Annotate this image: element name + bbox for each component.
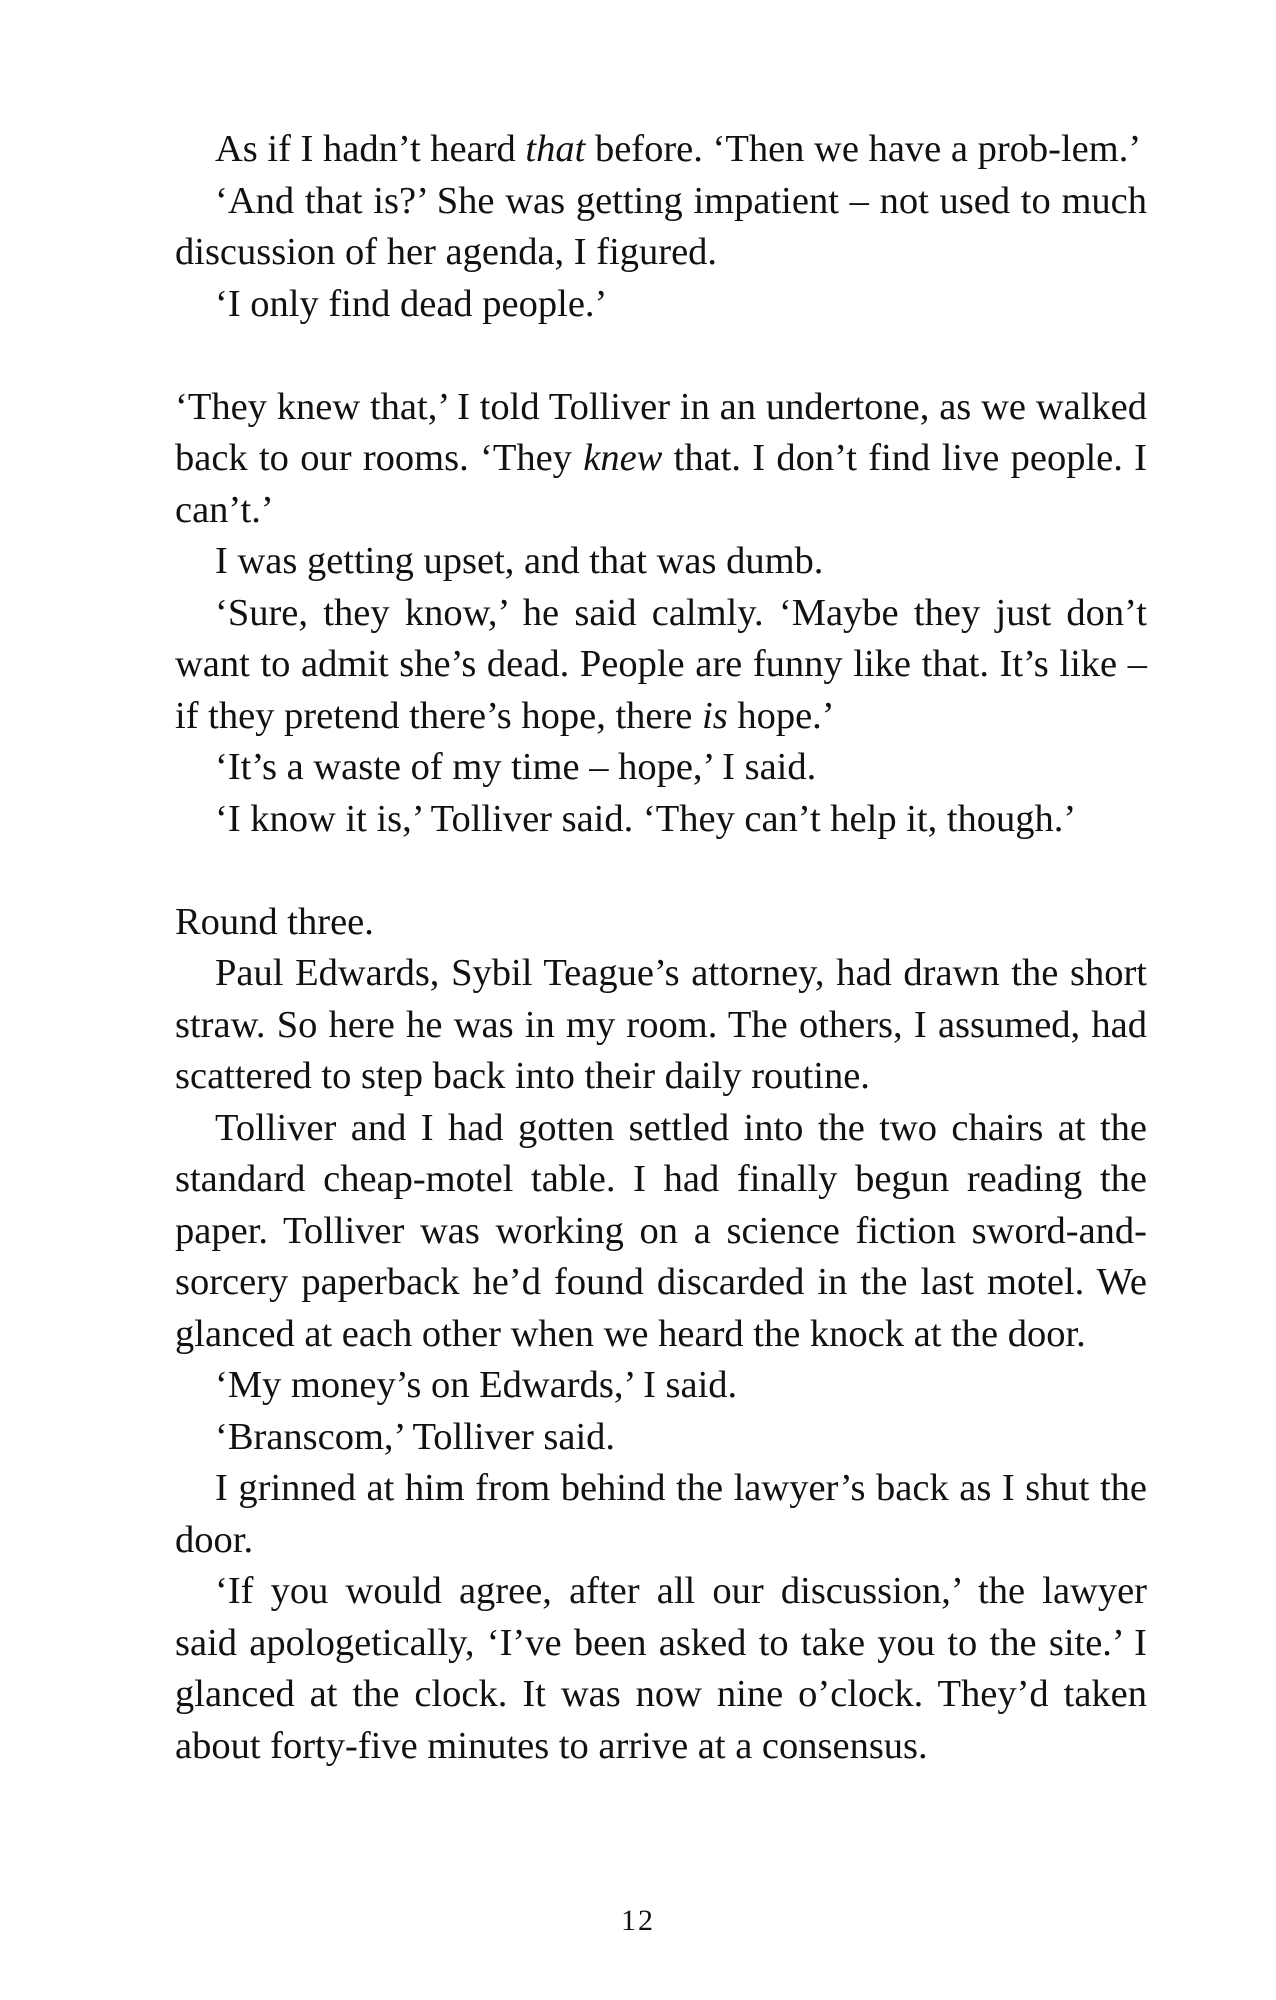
emphasis: is [702,694,728,737]
paragraph: ‘I only find dead people.’ [215,282,608,325]
page-body [175,124,1147,1772]
paragraph: ‘My money’s on Edwards,’ I said. [215,1364,738,1406]
paragraph: I grinned at him from behind the lawyer’s back as I shut the door. [175,1467,1147,1561]
section-break [175,845,1147,897]
paragraph: ‘And that is?’ She was getting impatient – not used to much discussion of her agenda, I figured. [175,179,1147,273]
emphasis: knew [583,437,663,479]
page-number: 12 [621,1904,655,1937]
emphasis: that [525,128,586,170]
paragraph: Tolliver and I had gotten settled into the two chairs at the standard cheap-motel table. I had finally begun reading the paper. Tolliver was working on a science fiction sword-and-sorcery paperback he’d found discarded in the last motel. We glanced at each other when we heard the knock at the door. [175,1106,1147,1355]
paragraph: As if I hadn’t heard that before. ‘Then we have a prob-lem.’ [215,128,1142,170]
paragraph: ‘They knew that,’ I told Tolliver in an undertone, as we walked back to our rooms. ‘They knew that. I don’t find live people. I can’t.’ [175,385,1147,531]
paragraph: ‘Sure, they know,’ he said calmly. ‘Maybe they just don’t want to admit she’s dead. People are funny like that. It’s like – if they pretend there’s hope, there is hope.’ [175,591,1147,737]
paragraph: Paul Edwards, Sybil Teague’s attorney, had drawn the short straw. So here he was in my room. The others, I assumed, had scattered to step back into their daily routine. [175,952,1147,1097]
paragraph: ‘If you would agree, after all our discussion,’ the lawyer said apologetically, ‘I’ve been asked to take you to the site.’ I glanced at the clock. It was now nine o’clock. They’d taken about forty-five minutes to arrive at a consensus. [175,1570,1147,1767]
paragraph: ‘Branscom,’ Tolliver said. [215,1415,616,1458]
paragraph: Round three. [175,900,374,943]
paragraph: I was getting upset, and that was dumb. [215,540,824,582]
section-break [175,330,1147,382]
paragraph: ‘It’s a waste of my time – hope,’ I said. [215,746,817,788]
paragraph: ‘I know it is,’ Tolliver said. ‘They can’t help it, though.’ [215,797,1077,840]
